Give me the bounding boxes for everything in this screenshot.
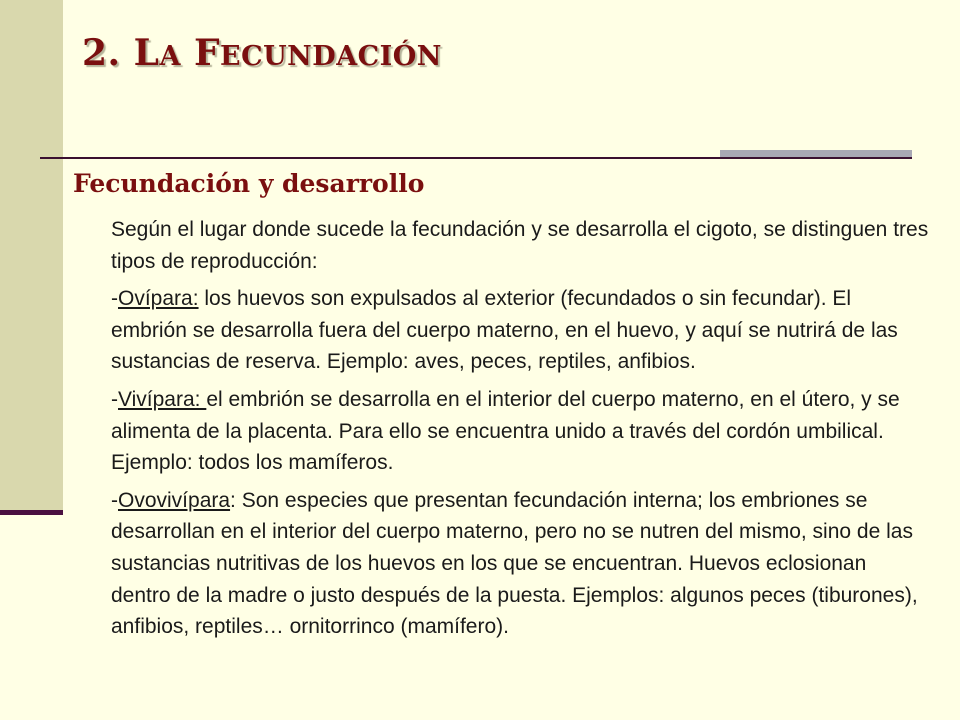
title-word1-initial: L (133, 32, 160, 74)
title-word2-rest: ECUNDACIÓN (220, 41, 442, 72)
description-ovipara: los huevos son expulsados al exterior (fecundados o sin fecundar). El embrión se desarrolla fuera del cuerpo materno, en el huevo, y aquí se nutrirá de las sustancias de reserva. Ejemplo: aves, peces, reptiles, anfibios. (111, 287, 898, 374)
description-ovovivipara: : Son especies que presentan fecundación interna; los embriones se desarrollan en el interior del cuerpo materno, pero no se nutren del mismo, sino de las sustancias nutritivas de los huevos en los que se encuentran. Huevos eclosionan dentro de la madre o justo después de la puesta. Ejemplos: algunos peces (tiburones), anfibios, reptiles… ornitorrinco (mamífero). (111, 488, 918, 639)
term-vivipara: Vivípara: (118, 387, 207, 411)
title-divider-line (40, 157, 720, 159)
bullet-dash: - (111, 488, 118, 512)
section-subtitle: Fecundación y desarrollo (73, 169, 425, 198)
term-ovovivipara: Ovovivípara (118, 488, 231, 512)
term-ovipara: Ovípara: (118, 287, 199, 311)
type-paragraph-vivipara (111, 384, 931, 479)
title-word2-initial: F (193, 32, 220, 74)
title-divider-accent-edge (720, 157, 912, 159)
type-paragraph-ovovivipara (111, 485, 931, 643)
slide-body (111, 214, 931, 649)
intro-paragraph: Según el lugar donde sucede la fecundación y se desarrolla el cigoto, se distinguen tres tipos de reproducción: (111, 218, 929, 273)
title-number: 2. (82, 32, 134, 74)
bullet-dash: - (111, 387, 118, 411)
title-word1-rest: A (159, 41, 181, 72)
left-accent-bar (0, 0, 63, 512)
type-paragraph-ovipara (111, 283, 931, 378)
slide-title (82, 32, 442, 74)
left-accent-underline (0, 510, 63, 515)
bullet-dash: - (111, 287, 118, 311)
description-vivipara: el embrión se desarrolla en el interior del cuerpo materno, en el útero, y se alimenta de la placenta. Para ello se encuentra unido a través del cordón umbilical. Ejemplo: todos los mamíferos. (111, 387, 900, 475)
